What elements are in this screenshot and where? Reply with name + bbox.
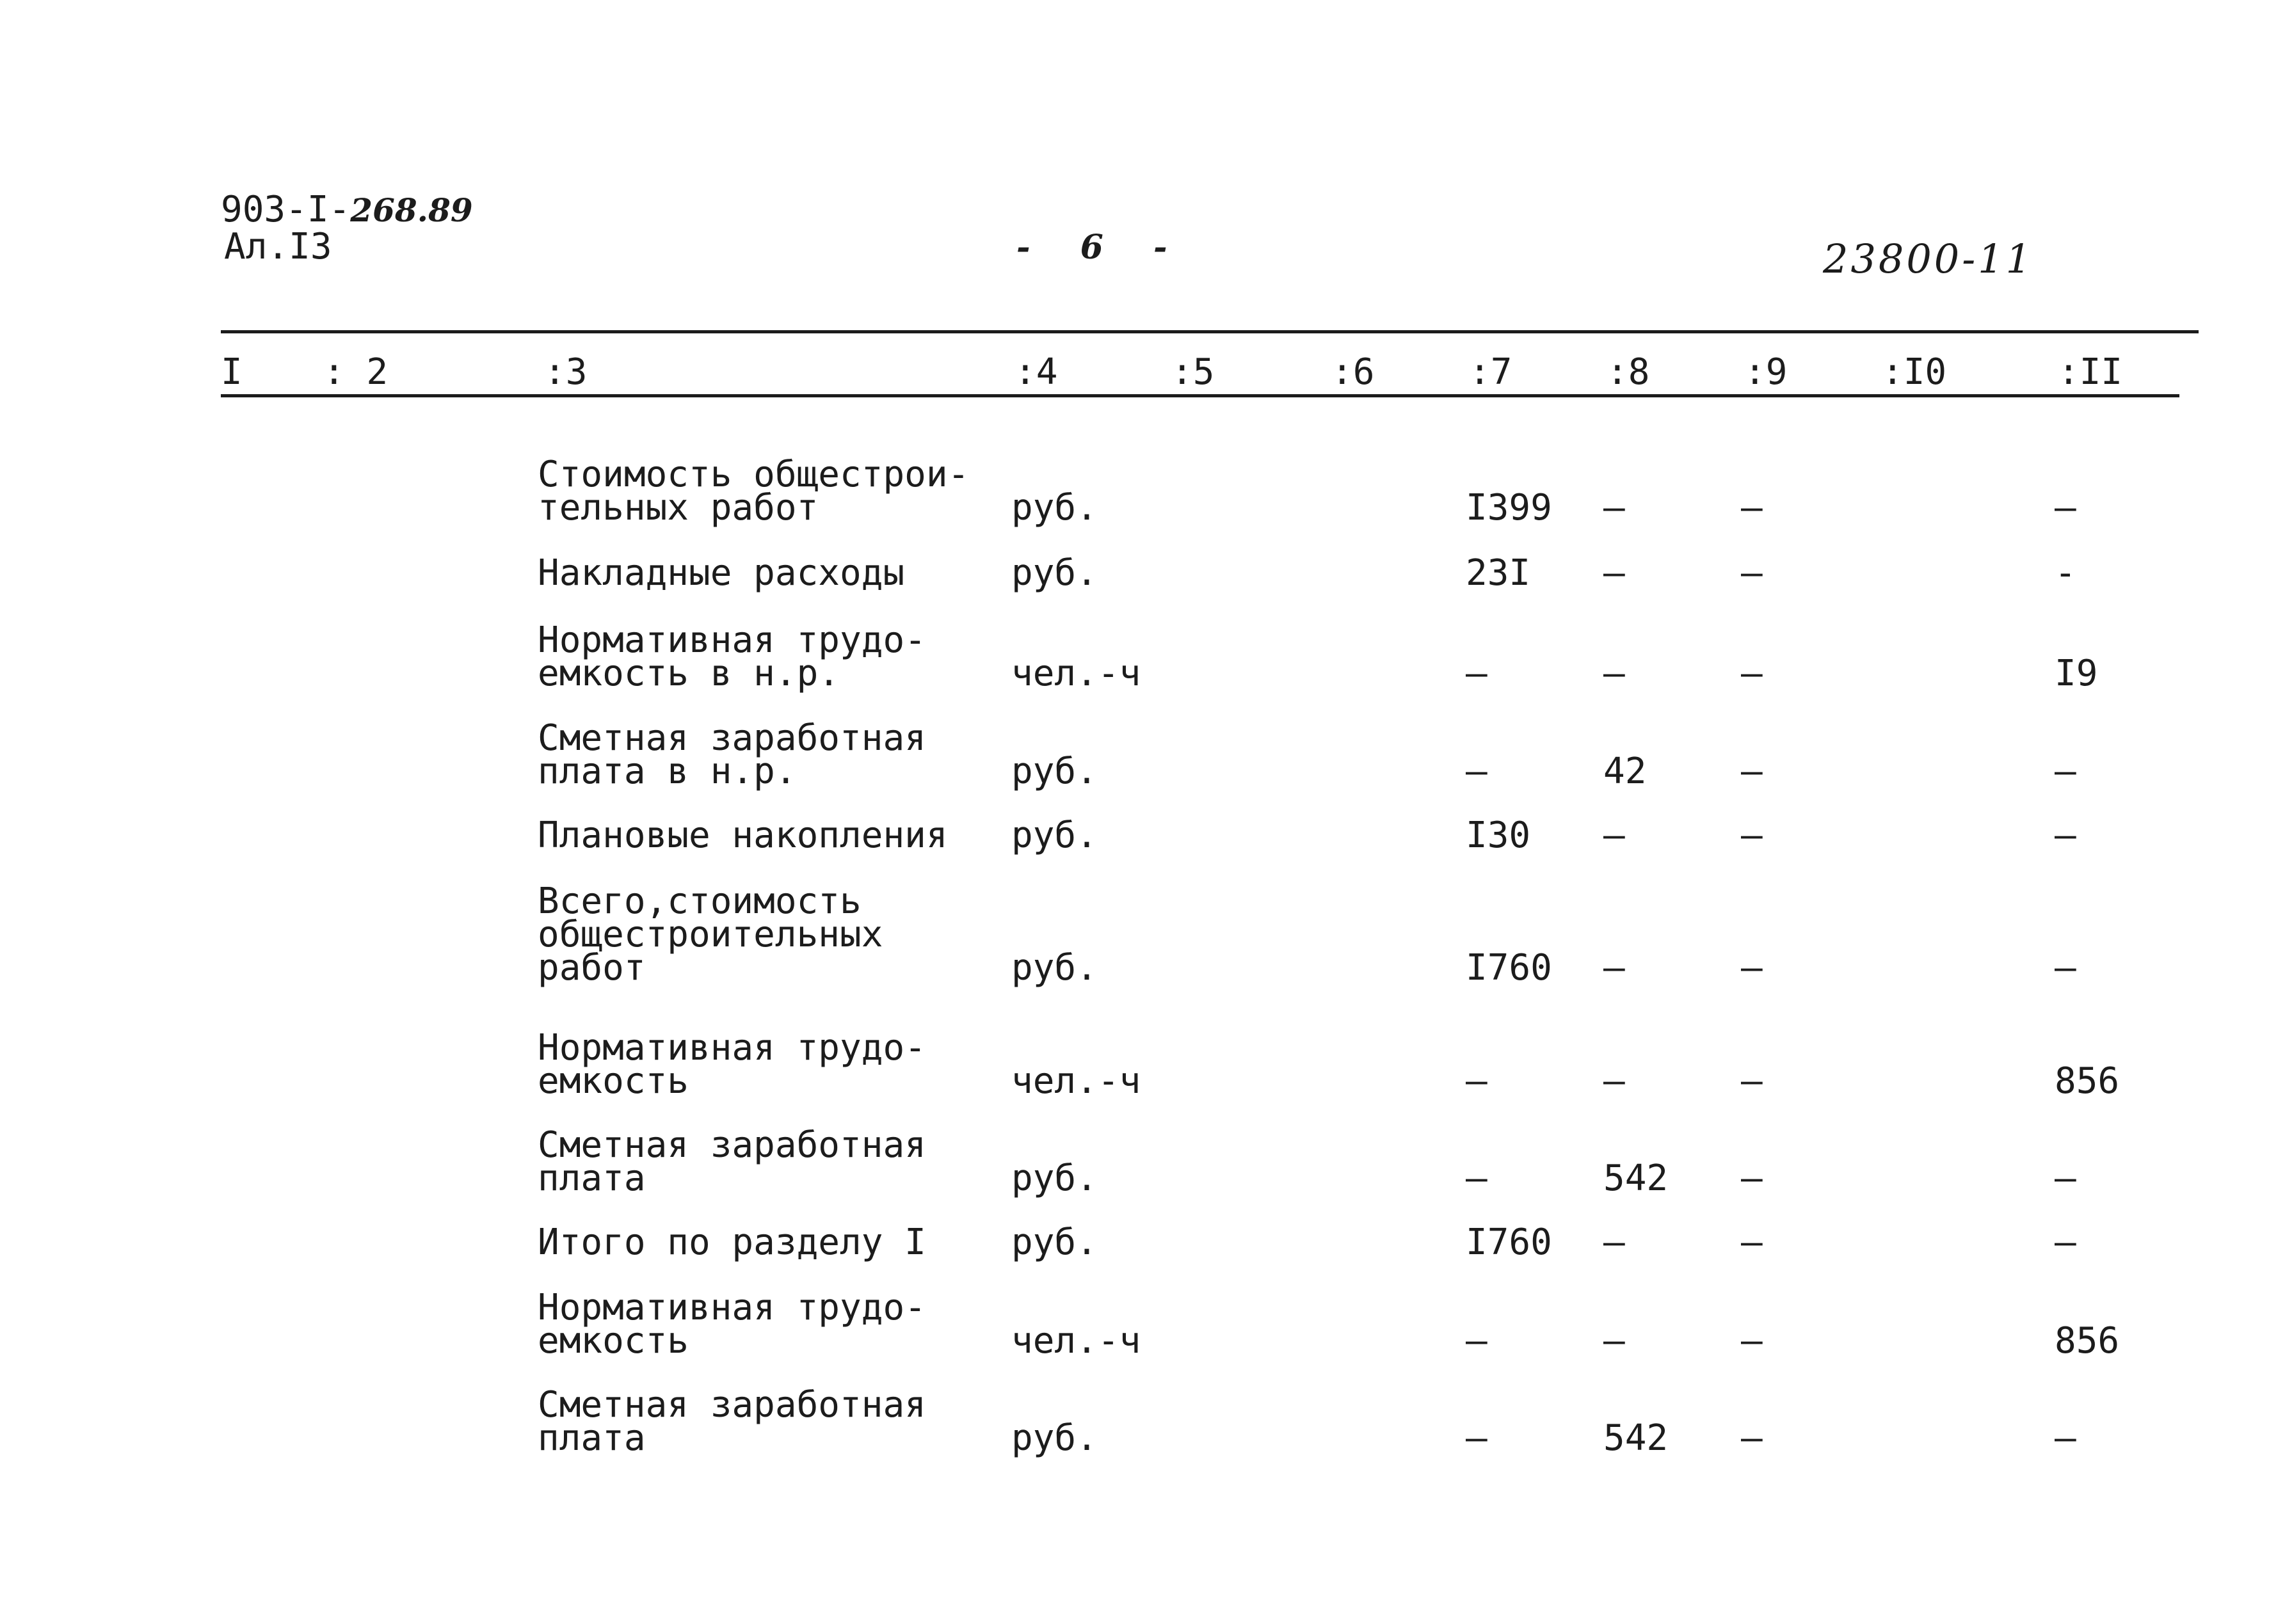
row-value-col7: I760	[1466, 1222, 1552, 1263]
document-code	[221, 189, 473, 230]
row-unit: руб.	[1011, 1158, 1098, 1199]
row-unit: руб.	[1011, 487, 1098, 529]
row-value-col7: I399	[1466, 487, 1552, 529]
row-value-col11: –	[2055, 947, 2076, 989]
row-label: Нормативная трудо- емкость	[538, 1287, 926, 1362]
page-number: - 6 -	[1016, 228, 1187, 267]
row-unit: руб.	[1011, 751, 1098, 792]
header-bottom-rule	[221, 394, 2179, 397]
row-value-col11: –	[2055, 1158, 2076, 1199]
row-value-col9: –	[1741, 487, 1763, 529]
row-value-col7: –	[1466, 751, 1487, 792]
row-label: Нормативная трудо- емкость	[538, 1027, 926, 1102]
row-unit: чел.-ч	[1011, 653, 1141, 694]
row-value-col7: I760	[1466, 947, 1552, 989]
row-value-col7: –	[1466, 653, 1487, 694]
row-label: Стоимость общестрои- тельных работ	[538, 454, 970, 529]
row-label: Сметная заработная плата	[538, 1384, 926, 1459]
row-value-col11: –	[2055, 751, 2076, 792]
column-header-6: :6	[1331, 351, 1375, 393]
row-value-col7: I30	[1466, 815, 1531, 856]
row-value-col9: –	[1741, 552, 1763, 594]
column-header-9: :9	[1744, 351, 1788, 393]
row-unit: чел.-ч	[1011, 1320, 1141, 1362]
column-header-8: :8	[1607, 351, 1650, 393]
row-unit: чел.-ч	[1011, 1060, 1141, 1102]
row-value-col11: 856	[2055, 1060, 2120, 1102]
row-value-col9: –	[1741, 947, 1763, 989]
row-value-col11: –	[2055, 815, 2076, 856]
row-value-col9: –	[1741, 1060, 1763, 1102]
document-code-handwritten: 268.89	[350, 191, 473, 229]
row-value-col9: –	[1741, 1320, 1763, 1362]
row-value-col11: 856	[2055, 1320, 2120, 1362]
row-label: Сметная заработная плата	[538, 1124, 926, 1199]
row-value-col8: –	[1603, 815, 1625, 856]
row-value-col7: –	[1466, 1320, 1487, 1362]
column-header-10: :I0	[1882, 351, 1947, 393]
row-value-col8: –	[1603, 947, 1625, 989]
column-header-1: I	[221, 351, 243, 393]
row-value-col8: –	[1603, 487, 1625, 529]
top-rule	[221, 330, 2199, 333]
column-header-7: :7	[1469, 351, 1512, 393]
row-value-col8: —	[1603, 653, 1625, 694]
row-value-col7: –	[1466, 1060, 1487, 1102]
row-value-col9: –	[1741, 815, 1763, 856]
row-unit: руб.	[1011, 1222, 1098, 1263]
row-value-col8: 542	[1603, 1158, 1669, 1199]
row-value-col11: –	[2055, 1222, 2076, 1263]
row-value-col7: –	[1466, 1417, 1487, 1459]
column-header-5: :5	[1171, 351, 1215, 393]
row-value-col7: 23I	[1466, 552, 1531, 594]
row-value-col9: –	[1741, 1158, 1763, 1199]
row-label: Итого по разделу I	[538, 1222, 926, 1263]
row-label: Плановые накопления	[538, 815, 948, 856]
column-header-4: :4	[1014, 351, 1058, 393]
row-value-col11: I9	[2055, 653, 2098, 694]
row-label: Накладные расходы	[538, 552, 905, 594]
archive-stamp-number: 23800-11	[1823, 235, 2034, 282]
row-value-col9: –	[1741, 1417, 1763, 1459]
document-code-prefix: 903-I-	[221, 189, 351, 230]
row-value-col8: 42	[1603, 751, 1647, 792]
row-unit: руб.	[1011, 1417, 1098, 1459]
row-value-col9: –	[1741, 1222, 1763, 1263]
row-value-col8: –	[1603, 1320, 1625, 1362]
album-label: Ал.I3	[224, 226, 332, 267]
row-value-col7: –	[1466, 1158, 1487, 1199]
row-value-col8: –	[1603, 1060, 1625, 1102]
column-header-2: : 2	[323, 351, 389, 393]
row-value-col9: –	[1741, 653, 1763, 694]
column-header-3: :3	[544, 351, 588, 393]
row-value-col8: –	[1603, 1222, 1625, 1263]
row-unit: руб.	[1011, 815, 1098, 856]
row-label: Всего,стоимость общестроительных работ	[538, 880, 883, 989]
row-label: Сметная заработная плата в н.р.	[538, 717, 926, 792]
row-value-col8: –	[1603, 552, 1625, 594]
row-unit: руб.	[1011, 947, 1098, 989]
column-header-11: :II	[2058, 351, 2123, 393]
row-value-col8: 542	[1603, 1417, 1669, 1459]
row-value-col11: -	[2055, 552, 2076, 594]
row-value-col11: –	[2055, 1417, 2076, 1459]
row-unit: руб.	[1011, 552, 1098, 594]
row-value-col11: –	[2055, 487, 2076, 529]
row-label: Нормативная трудо- емкость в н.р.	[538, 619, 926, 694]
row-value-col9: –	[1741, 751, 1763, 792]
